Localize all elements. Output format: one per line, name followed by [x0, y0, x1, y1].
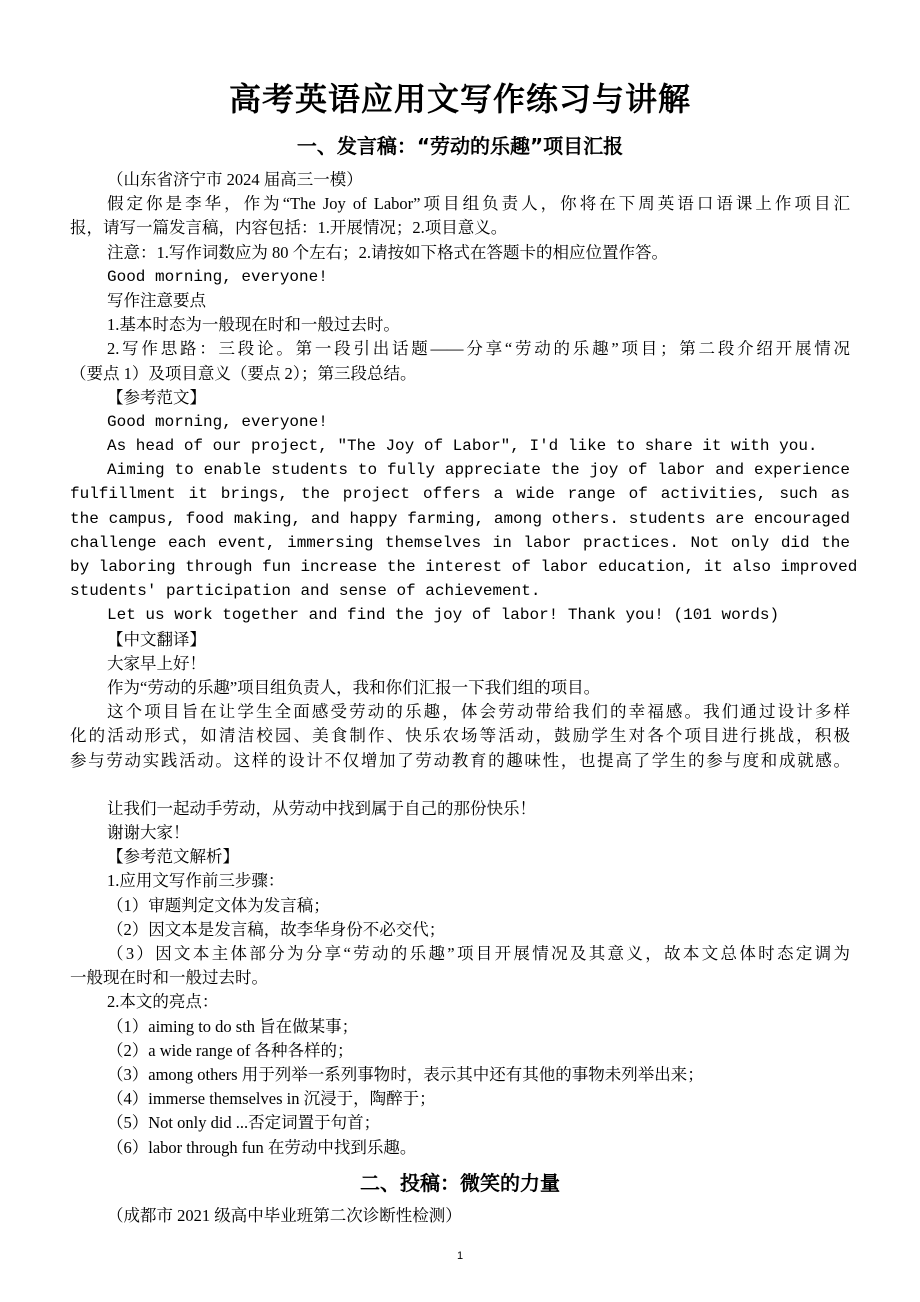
text-line: Let us work together and find the joy of labor! Thank you! (101 words) [107, 606, 780, 625]
text-line: 1.基本时态为一般现在时和一般过去时。 [107, 315, 400, 335]
text-line: （2）因文本是发言稿，故李华身份不必交代； [107, 919, 446, 939]
text-line: 2.写作思路：三段论。第一段引出话题——分享“劳动的乐趣”项目；第二段介绍开展情况 [107, 339, 850, 359]
text-line: 假定你是李华，作为“The Joy of Labor”项目组负责人，你将在下周英语口语课上作项目汇 [107, 194, 850, 214]
text-line: 【参考范文解析】 [107, 847, 239, 867]
text-line: 让我们一起动手劳动，从劳动中找到属于自己的那份快乐！ [107, 798, 536, 818]
text-line: Good morning, everyone! [107, 267, 328, 286]
text-line: （5）Not only did ...否定词置于句首； [107, 1113, 381, 1133]
text-line: 一般现在时和一般过去时。 [70, 968, 268, 988]
text-line: 这个项目旨在让学生全面感受劳动的乐趣，体会劳动带给我们的幸福感。我们通过设计多样 [107, 702, 850, 722]
text-line: 作为“劳动的乐趣”项目组负责人，我和你们汇报一下我们组的项目。 [107, 677, 601, 697]
text-line: the campus, food making, and happy farming, among others. students are encouraged [70, 509, 850, 528]
text-line: As head of our project, "The Joy of Labor", I'd like to share it with you. [107, 437, 818, 456]
text-line: （1）审题判定文体为发言稿； [107, 895, 330, 915]
document-title: 高考英语应用文写作练习与讲解 [228, 80, 691, 118]
text-line: 谢谢大家！ [107, 823, 190, 843]
text-line: 2.本文的亮点： [107, 992, 219, 1012]
text-line: 注意：1.写作词数应为 80 个左右；2.请按如下格式在答题卡的相应位置作答。 [107, 242, 668, 262]
section-2-heading: 二、投稿：微笑的力量 [360, 1171, 560, 1195]
text-line: （2）a wide range of 各种各样的； [107, 1040, 354, 1060]
text-line: 写作注意要点 [107, 290, 206, 310]
text-line: （3）among others 用于列举一系列事物时，表示其中还有其他的事物未列举出来； [107, 1064, 704, 1084]
text-line: （6）labor through fun 在劳动中找到乐趣。 [107, 1137, 417, 1157]
text-line: （成都市 2021 级高中毕业班第二次诊断性检测） [107, 1206, 462, 1225]
text-line: fulfillment it brings, the project offers a wide range of activities, such as [70, 485, 850, 504]
page-number: 1 [456, 1250, 464, 1262]
section-1-body [70, 168, 858, 1160]
text-line: 【中文翻译】 [107, 629, 206, 649]
text-line: by laboring through fun increase the interest of labor education, it also improved [70, 558, 858, 576]
text-line: （山东省济宁市 2024 届高三一模） [107, 170, 363, 189]
text-line: challenge each event, immersing themselves in labor practices. Not only did the [70, 533, 850, 552]
text-line: Aiming to enable students to fully appreciate the joy of labor and experience [107, 461, 850, 480]
section-2-body [70, 1204, 850, 1228]
text-line: 化的活动形式，如清洁校园、美食制作、快乐农场等活动，鼓励学生对各个项目进行挑战，积极 [70, 726, 850, 746]
text-line [70, 773, 850, 797]
text-line: （1）aiming to do sth 旨在做某事； [107, 1016, 359, 1036]
text-line: （4）immerse themselves in 沉浸于，陶醉于； [107, 1089, 436, 1109]
section-1-heading: 一、发言稿：“劳动的乐趣”项目汇报 [296, 134, 624, 158]
text-line: 报，请写一篇发言稿，内容包括：1.开展情况；2.项目意义。 [70, 218, 508, 238]
text-line: 1.应用文写作前三步骤： [107, 871, 285, 891]
text-line: （要点 1）及项目意义（要点 2）；第三段总结。 [70, 363, 417, 383]
text-line: Good morning, everyone! [107, 412, 328, 431]
text-line: （3）因文本主体部分为分享“劳动的乐趣”项目开展情况及其意义，故本文总体时态定调为 [107, 944, 850, 963]
text-line: 参与劳动实践活动。这样的设计不仅增加了劳动教育的趣味性，也提高了学生的参与度和成就感。 [70, 750, 850, 770]
text-line: students' participation and sense of achievement. [70, 582, 541, 601]
text-line: 大家早上好！ [107, 653, 206, 673]
text-line: 【参考范文】 [107, 387, 206, 407]
